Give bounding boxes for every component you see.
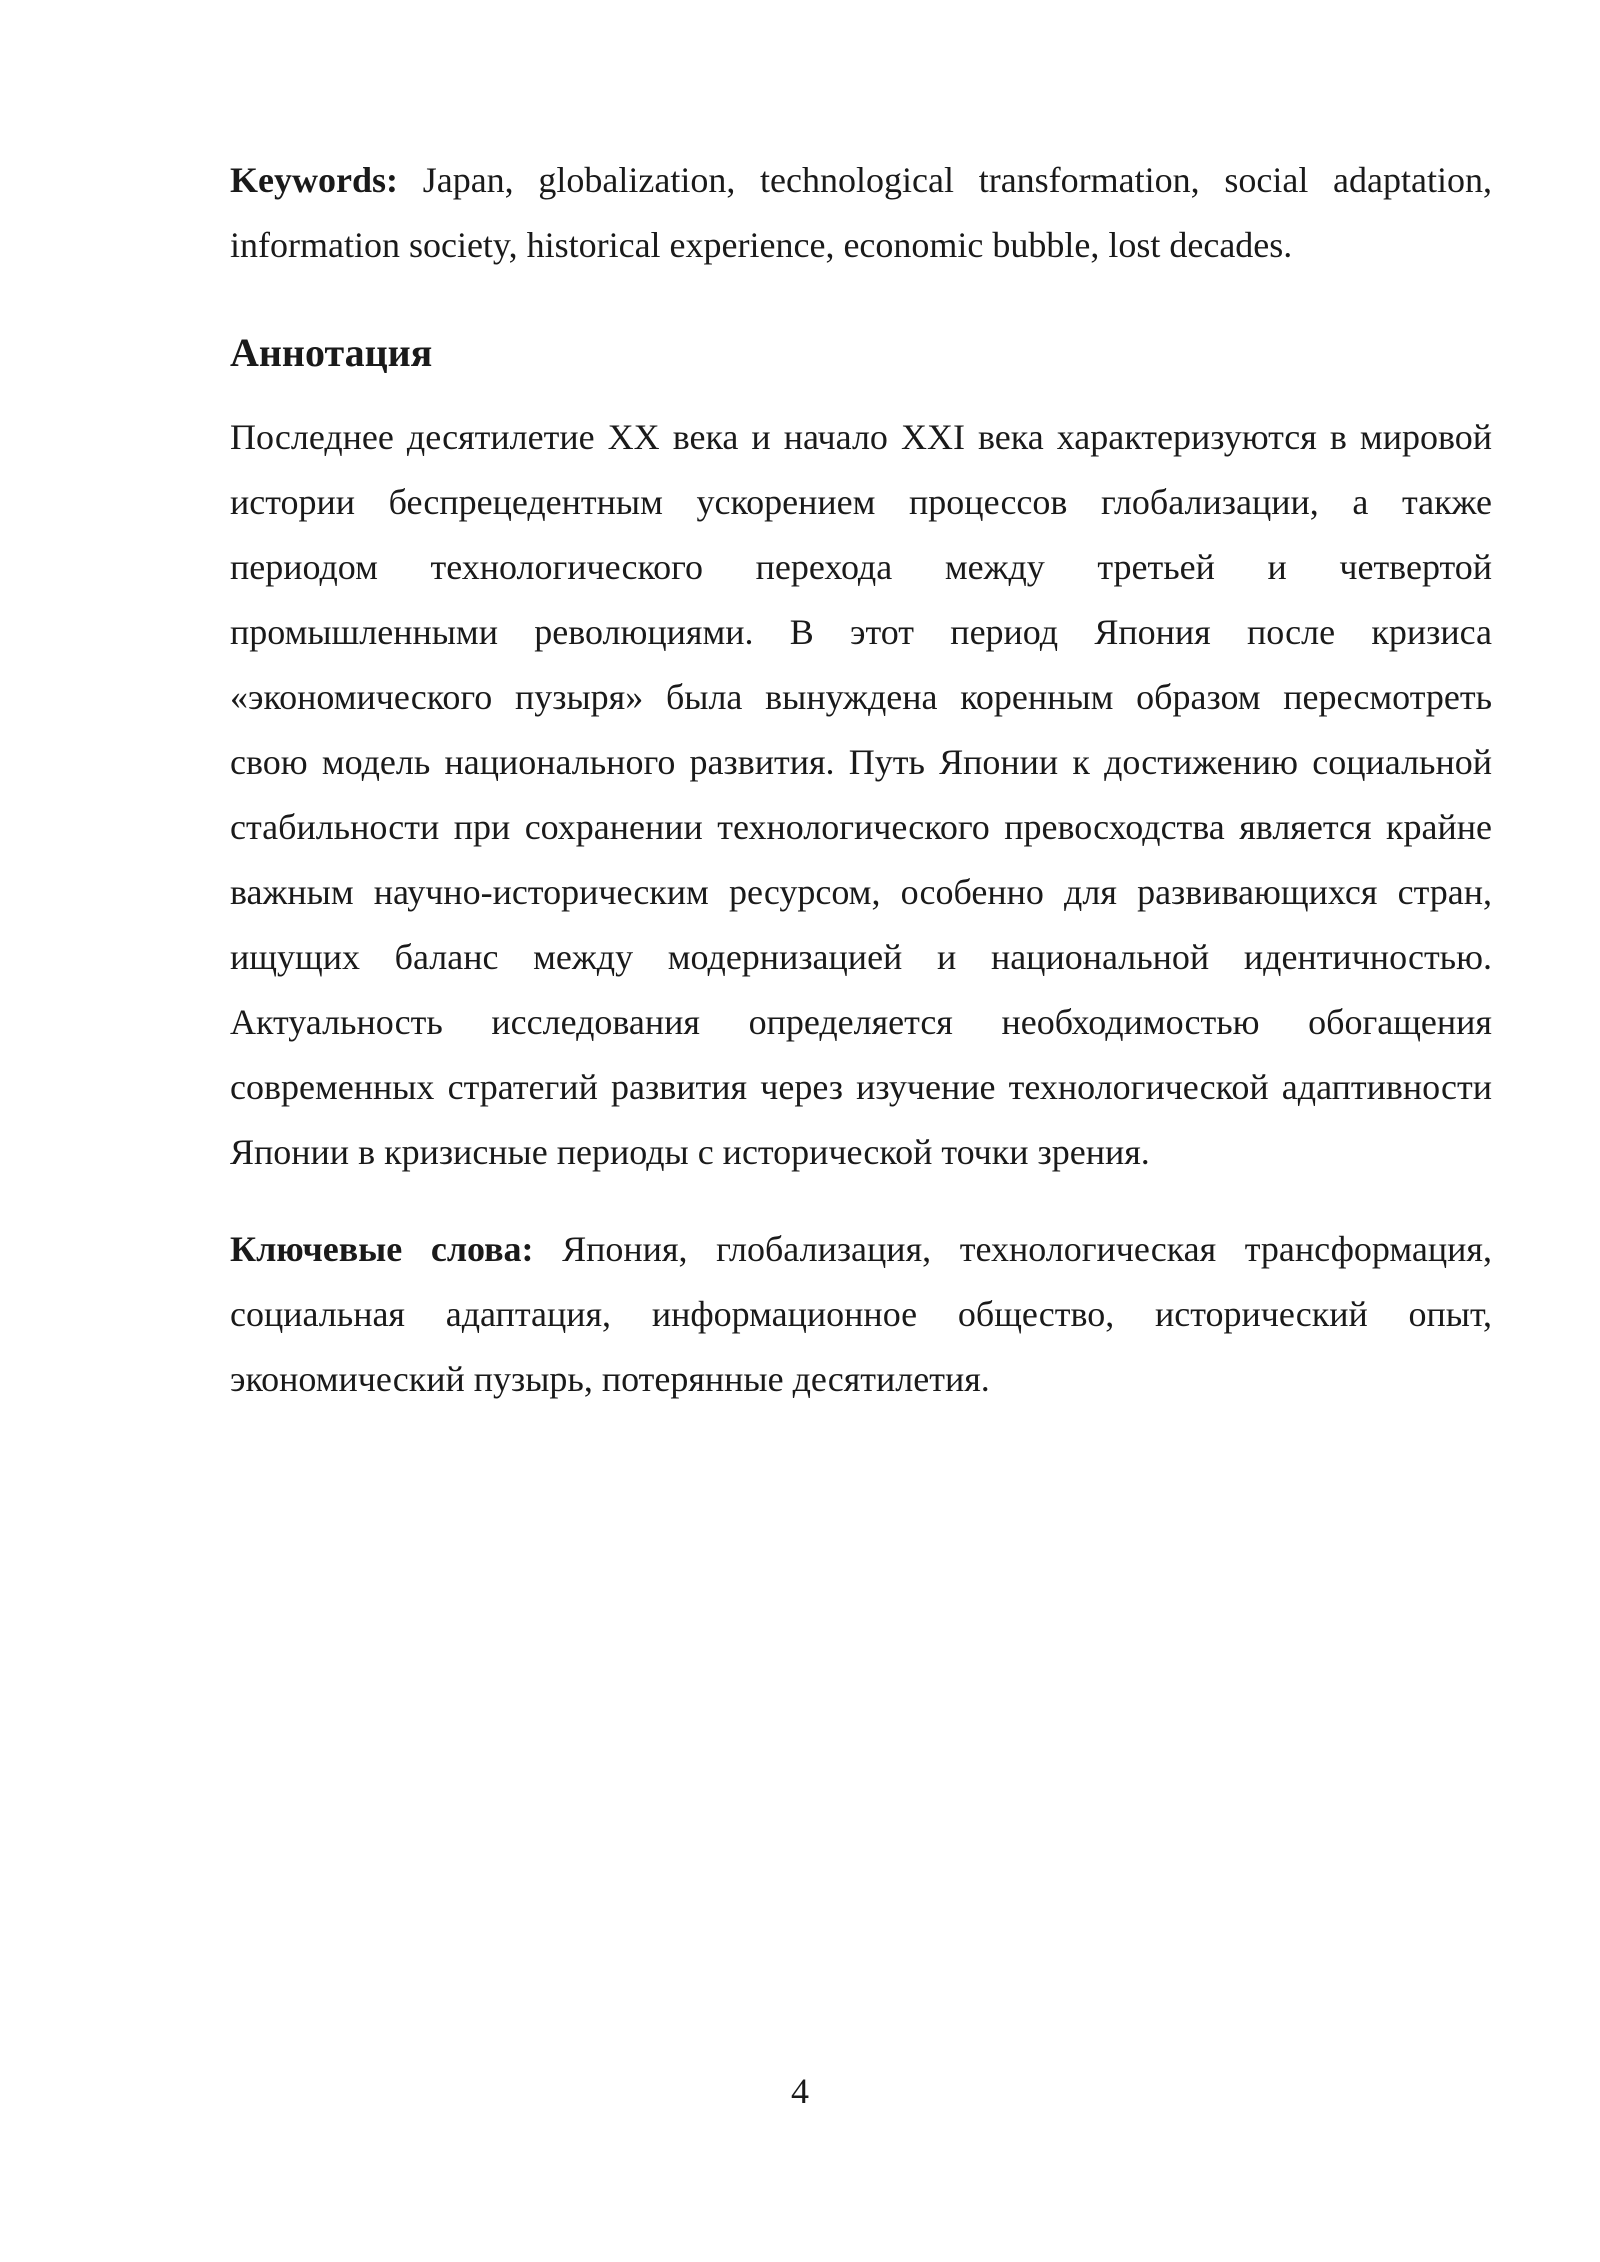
annotation-body: Последнее десятилетие XX века и начало XXI века характеризуются в мировой истории беспрецедентным ускорением процессов глобализации, а также периодом технологического перехода между третьей и четвертой промышленными революциями. В этот период Япония после кризиса «экономического пузыря» была вынуждена коренным образом пересмотреть свою модель национального развития. Путь Японии к достижению социальной стабильности при сохранении технологического превосходства является крайне важным научно-историческим ресурсом, особенно для развивающихся стран, ищущих баланс между модернизацией и национальной идентичностью. Актуальность исследования определяется необходимостью обогащения современных стратегий развития через изучение технологической адаптивности Японии в кризисные периоды с исторической точки зрения. [230,417,1492,1172]
keywords-en-paragraph [230,148,1492,278]
keywords-ru-paragraph [230,1217,1492,1412]
annotation-heading: Аннотация [230,330,433,375]
keywords-ru-label: Ключевые слова: [230,1229,534,1269]
page-number: 4 [791,2071,809,2111]
keywords-en-text: Japan, globalization, technological transformation, social adaptation, information society, historical experience, economic bubble, lost decades. [230,160,1492,265]
keywords-ru-text: Япония, глобализация, технологическая трансформация, социальная адаптация, информационное общество, исторический опыт, экономический пузырь, потерянные десятилетия. [230,1229,1492,1399]
keywords-en-label: Keywords: [230,160,398,200]
page-content [230,148,1492,1412]
